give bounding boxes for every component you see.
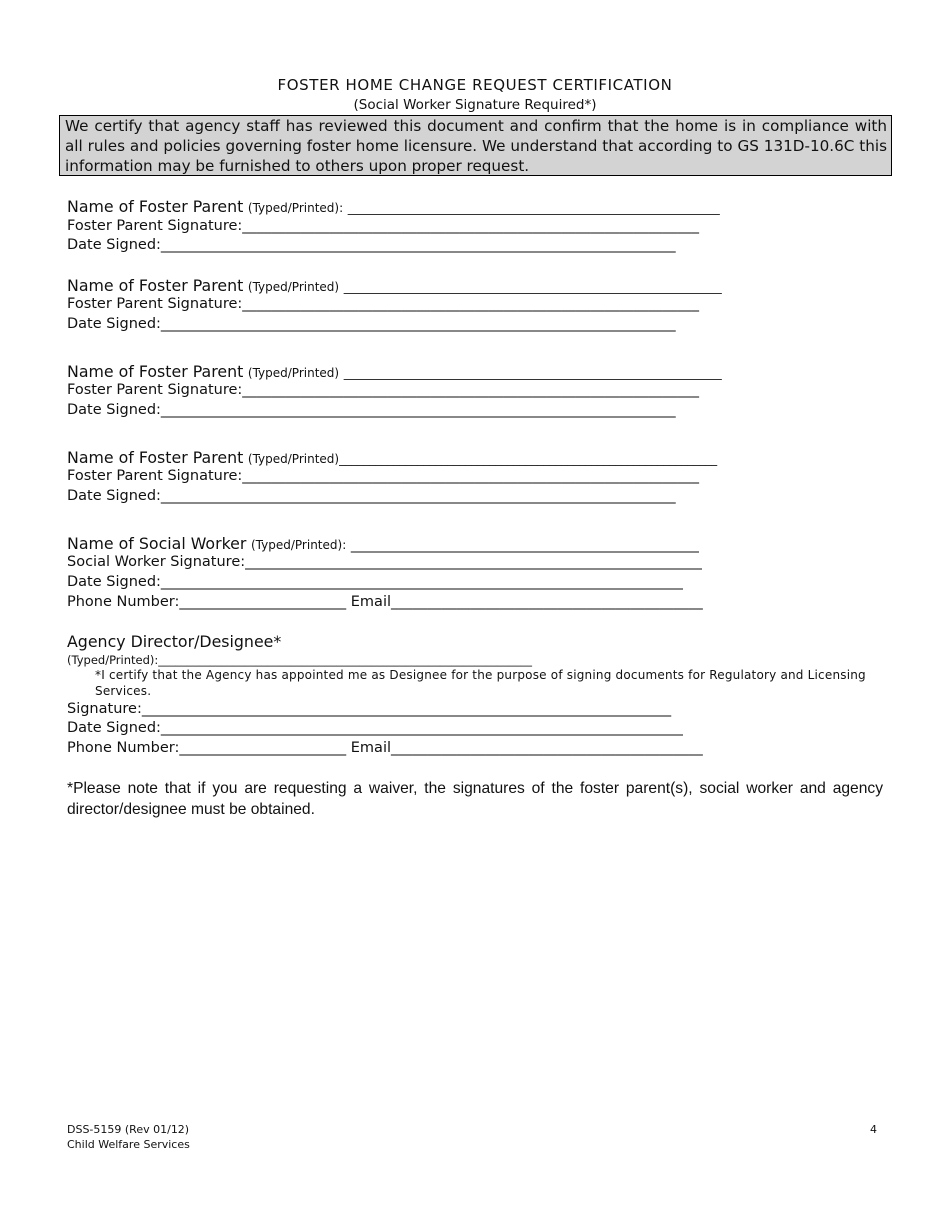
social-worker-name-field[interactable]: ________________________________________________ xyxy=(350,537,699,553)
agency-director-email-field[interactable]: ___________________________________________ xyxy=(391,740,703,756)
phone-number-label: Phone Number: xyxy=(67,740,180,756)
foster-parent-4-name-row xyxy=(67,448,717,469)
foster-parent-3-signature-row xyxy=(67,381,699,400)
foster-parent-2-name-field[interactable]: _______________________________________________________________ xyxy=(343,280,722,294)
social-worker-contact-row xyxy=(67,593,703,612)
date-signed-label: Date Signed: xyxy=(67,237,161,253)
foster-parent-1-signature-row xyxy=(67,217,699,236)
date-signed-label: Date Signed: xyxy=(67,720,161,736)
date-signed-label: Date Signed: xyxy=(67,574,161,590)
agency-director-signature-row xyxy=(67,700,671,719)
waiver-note: *Please note that if you are requesting a waiver, the signatures of the foster parent(s), social worker and agency director/designee must be obtained. xyxy=(67,780,883,818)
email-label: Email xyxy=(350,740,391,756)
email-label: Email xyxy=(350,594,391,610)
social-worker-date-row xyxy=(67,573,683,592)
typed-printed-hint: (Typed/Printed): xyxy=(247,201,344,215)
social-worker-name-row xyxy=(67,534,699,555)
agency-director-phone-field[interactable]: _______________________ xyxy=(179,740,347,756)
social-worker-signature-field[interactable]: _______________________________________________________________ xyxy=(245,554,702,570)
foster-parent-4-date-field[interactable]: _______________________________________________________________________ xyxy=(160,488,676,504)
agency-director-signature-field[interactable]: _________________________________________________________________________ xyxy=(141,701,672,717)
typed-printed-hint: (Typed/Printed) xyxy=(247,452,340,466)
foster-parent-name-label: Name of Foster Parent xyxy=(67,197,244,216)
foster-parent-1-name-row xyxy=(67,197,720,218)
foster-parent-3-name-row xyxy=(67,362,722,383)
social-worker-email-field[interactable]: ___________________________________________ xyxy=(391,594,703,610)
date-signed-label: Date Signed: xyxy=(67,488,161,504)
page-subtitle: (Social Worker Signature Required*) xyxy=(353,97,597,113)
foster-parent-2-signature-field[interactable]: _______________________________________________________________ xyxy=(242,296,700,312)
foster-parent-1-date-row xyxy=(67,236,676,255)
foster-parent-3-date-field[interactable]: _______________________________________________________________________ xyxy=(160,402,676,418)
typed-printed-hint: (Typed/Printed) xyxy=(247,280,340,294)
agency-director-date-row xyxy=(67,719,683,738)
page-title: FOSTER HOME CHANGE REQUEST CERTIFICATION xyxy=(277,76,673,94)
designee-certification-note: *I certify that the Agency has appointed me as Designee for the purpose of signing documents for Regulatory and Licensing Services. xyxy=(95,668,866,698)
foster-parent-1-signature-field[interactable]: _______________________________________________________________ xyxy=(242,218,700,234)
foster-parent-1-date-field[interactable]: _______________________________________________________________________ xyxy=(160,237,676,253)
social-worker-name-label: Name of Social Worker xyxy=(67,534,247,553)
agency-director-date-field[interactable]: ________________________________________________________________________ xyxy=(160,720,683,736)
foster-parent-2-date-field[interactable]: _______________________________________________________________________ xyxy=(160,316,676,332)
typed-printed-hint: (Typed/Printed) xyxy=(247,366,340,380)
agency-director-name-field[interactable]: _________________________________________________________________ xyxy=(158,653,533,667)
typed-printed-hint: (Typed/Printed): xyxy=(251,538,347,552)
foster-parent-4-signature-row xyxy=(67,467,699,486)
foster-parent-signature-label: Foster Parent Signature: xyxy=(67,218,243,234)
foster-parent-signature-label: Foster Parent Signature: xyxy=(67,296,243,312)
agency-director-heading: Agency Director/Designee* xyxy=(67,632,282,651)
foster-parent-4-name-field[interactable]: _______________________________________________________________ xyxy=(339,452,718,466)
foster-parent-4-date-row xyxy=(67,487,676,506)
social-worker-phone-field[interactable]: _______________________ xyxy=(179,594,347,610)
page-number: 4 xyxy=(870,1123,877,1136)
foster-parent-signature-label: Foster Parent Signature: xyxy=(67,382,243,398)
phone-number-label: Phone Number: xyxy=(67,594,180,610)
foster-parent-3-name-field[interactable]: _______________________________________________________________ xyxy=(343,366,722,380)
foster-parent-name-label: Name of Foster Parent xyxy=(67,362,244,381)
social-worker-signature-label: Social Worker Signature: xyxy=(67,554,246,570)
foster-parent-name-label: Name of Foster Parent xyxy=(67,276,244,295)
typed-printed-hint: (Typed/Printed): xyxy=(67,653,159,667)
foster-parent-2-signature-row xyxy=(67,295,699,314)
date-signed-label: Date Signed: xyxy=(67,402,161,418)
date-signed-label: Date Signed: xyxy=(67,316,161,332)
foster-parent-4-signature-field[interactable]: _______________________________________________________________ xyxy=(242,468,700,484)
certification-statement: We certify that agency staff has reviewed this document and confirm that the home is in compliance with all rules and policies governing foster home licensure. We understand that according to GS 131D-10.6C this information may be furnished to others upon proper request. xyxy=(59,115,892,176)
social-worker-signature-row xyxy=(67,553,702,572)
foster-parent-3-date-row xyxy=(67,401,676,420)
agency-director-contact-row xyxy=(67,739,703,758)
form-number: DSS-5159 (Rev 01/12) xyxy=(67,1123,190,1136)
foster-parent-2-date-row xyxy=(67,315,676,334)
foster-parent-name-label: Name of Foster Parent xyxy=(67,448,244,467)
social-worker-date-field[interactable]: ________________________________________________________________________ xyxy=(160,574,683,590)
foster-parent-3-signature-field[interactable]: _______________________________________________________________ xyxy=(242,382,700,398)
department-name: Child Welfare Services xyxy=(67,1138,190,1151)
foster-parent-signature-label: Foster Parent Signature: xyxy=(67,468,243,484)
foster-parent-1-name-field[interactable]: ______________________________________________________________ xyxy=(347,201,720,215)
signature-label: Signature: xyxy=(67,701,142,717)
foster-parent-2-name-row xyxy=(67,276,722,297)
